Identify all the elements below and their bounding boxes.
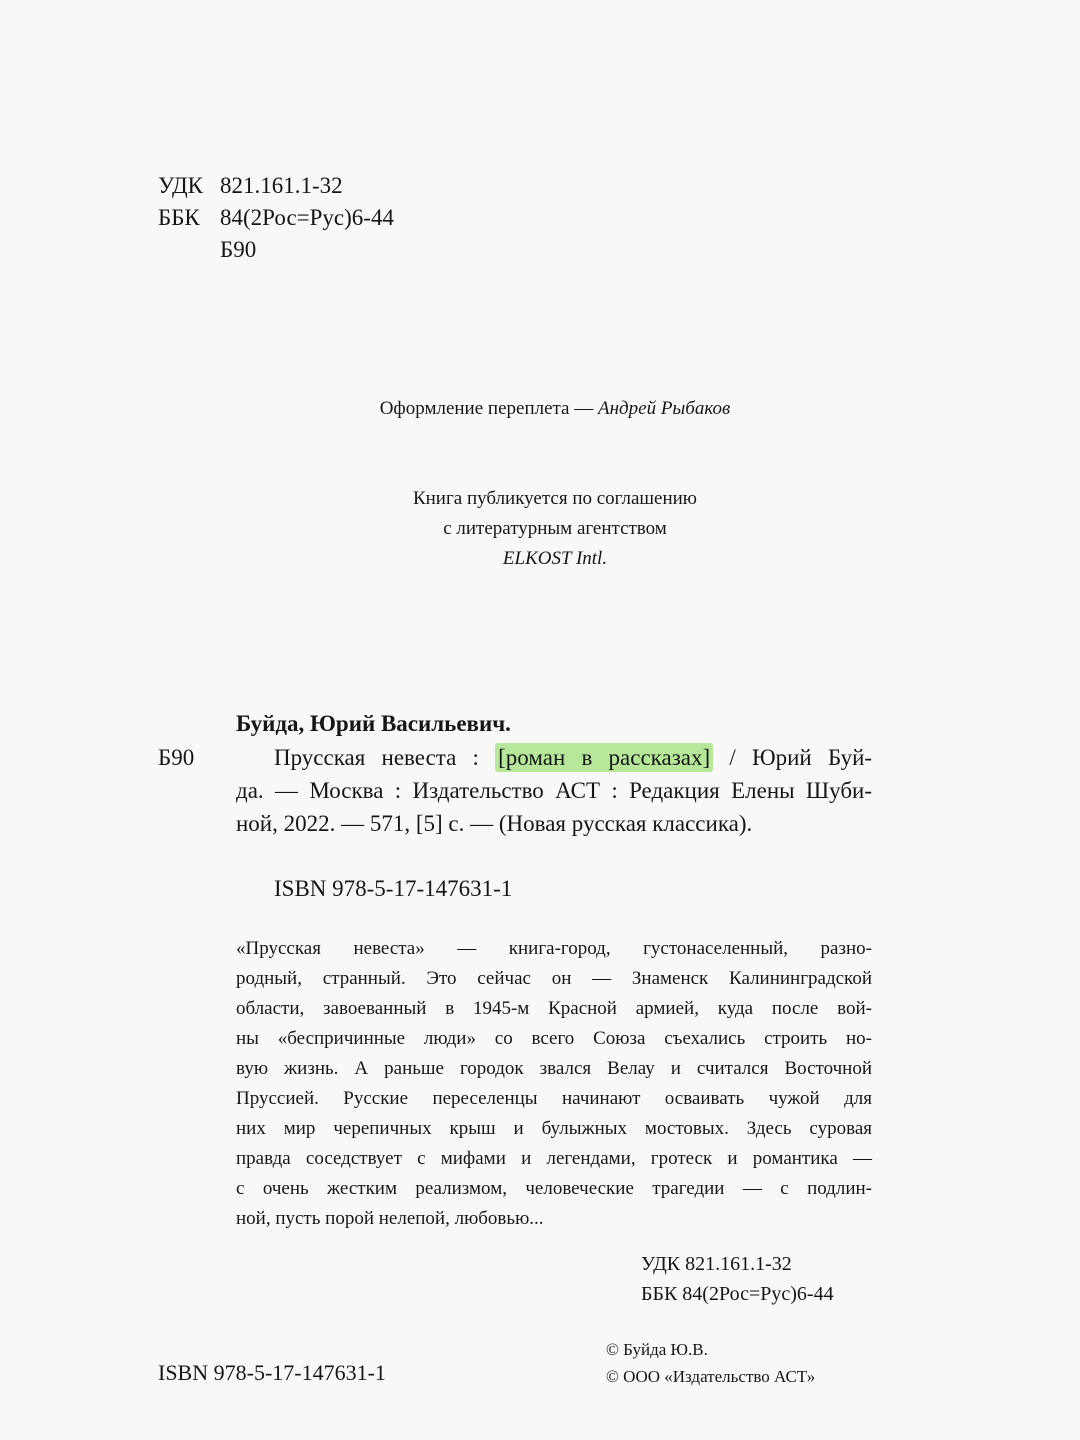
- agreement-line-1: Книга публикуется по соглашению: [412, 488, 698, 509]
- annotation-line: правда соседствует с мифами и легендами, гротеск и романтика —: [236, 1148, 872, 1169]
- classification-bottom: [641, 1249, 834, 1309]
- author-heading: Буйда, Юрий Васильевич.: [236, 711, 511, 736]
- udk-value: 821.161.1-32: [220, 173, 343, 198]
- annotation-line: ны «беспричинные люди» со всего Союза съехались строить но-: [236, 1028, 872, 1049]
- copyright-publisher: © ООО «Издательство АСТ»: [606, 1367, 816, 1386]
- agreement-line-2: с литературным агентством: [443, 518, 667, 539]
- author-mark: Б90: [220, 237, 257, 262]
- book-title: Прусская невеста :: [274, 745, 479, 770]
- bbk-label: ББК: [158, 205, 200, 230]
- annotation-line: «Прусская невеста» — книга-город, густонаселенный, разно-: [236, 938, 872, 959]
- record-isbn: ISBN 978-5-17-147631-1: [274, 876, 513, 901]
- annotation-line: родный, странный. Это сейчас он — Знаменск Калининградской: [236, 968, 872, 989]
- annotation-line: них мир черепичных крыш и булыжных мостовых. Здесь суровая: [236, 1118, 872, 1139]
- bbk-value: 84(2Рос=Рус)6-44: [220, 205, 394, 230]
- cover-design-label: Оформление переплета —: [379, 398, 594, 419]
- author-mark-row: [158, 234, 394, 266]
- record-line-1-rest: / Юрий Буй-: [729, 745, 873, 770]
- record-line-1: [274, 741, 872, 774]
- bbk-bottom: ББК 84(2Рос=Рус)6-44: [641, 1283, 834, 1305]
- annotation-line: области, завоеванный в 1945-м Красной армией, куда после вой-: [236, 998, 872, 1019]
- udk-bottom: УДК 821.161.1-32: [641, 1253, 792, 1275]
- udk-row: [158, 170, 394, 202]
- record-author-mark: Б90: [158, 745, 195, 770]
- highlighted-subtitle: [роман в рассказах]: [495, 743, 713, 772]
- classification-top: [158, 170, 394, 266]
- udk-label: УДК: [158, 173, 203, 198]
- annotation-line: Пруссией. Русские переселенцы начинают осваивать чужой для: [236, 1088, 872, 1109]
- record-line-2: да. — Москва : Издательство АСТ : Редакция Елены Шуби-: [236, 778, 872, 803]
- record-line-3: ной, 2022. — 571, [5] с. — (Новая русская классика).: [236, 811, 753, 836]
- annotation-line: вую жизнь. А раньше городок звался Велау и считался Восточной: [236, 1058, 872, 1079]
- annotation: [236, 934, 872, 1234]
- annotation-line: ной, пусть порой нелепой, любовью...: [236, 1208, 544, 1229]
- cover-design-credit: [0, 398, 1080, 420]
- agency-name: ELKOST Intl.: [502, 548, 608, 569]
- isbn-bottom: ISBN 978-5-17-147631-1: [158, 1360, 386, 1385]
- cover-designer: Андрей Рыбаков: [598, 398, 731, 419]
- bbk-row: [158, 202, 394, 234]
- annotation-line: с очень жестким реализмом, человеческие трагедии — с подлин-: [236, 1178, 872, 1199]
- copyright-block: [606, 1336, 815, 1390]
- copyright-author: © Буйда Ю.В.: [606, 1340, 708, 1359]
